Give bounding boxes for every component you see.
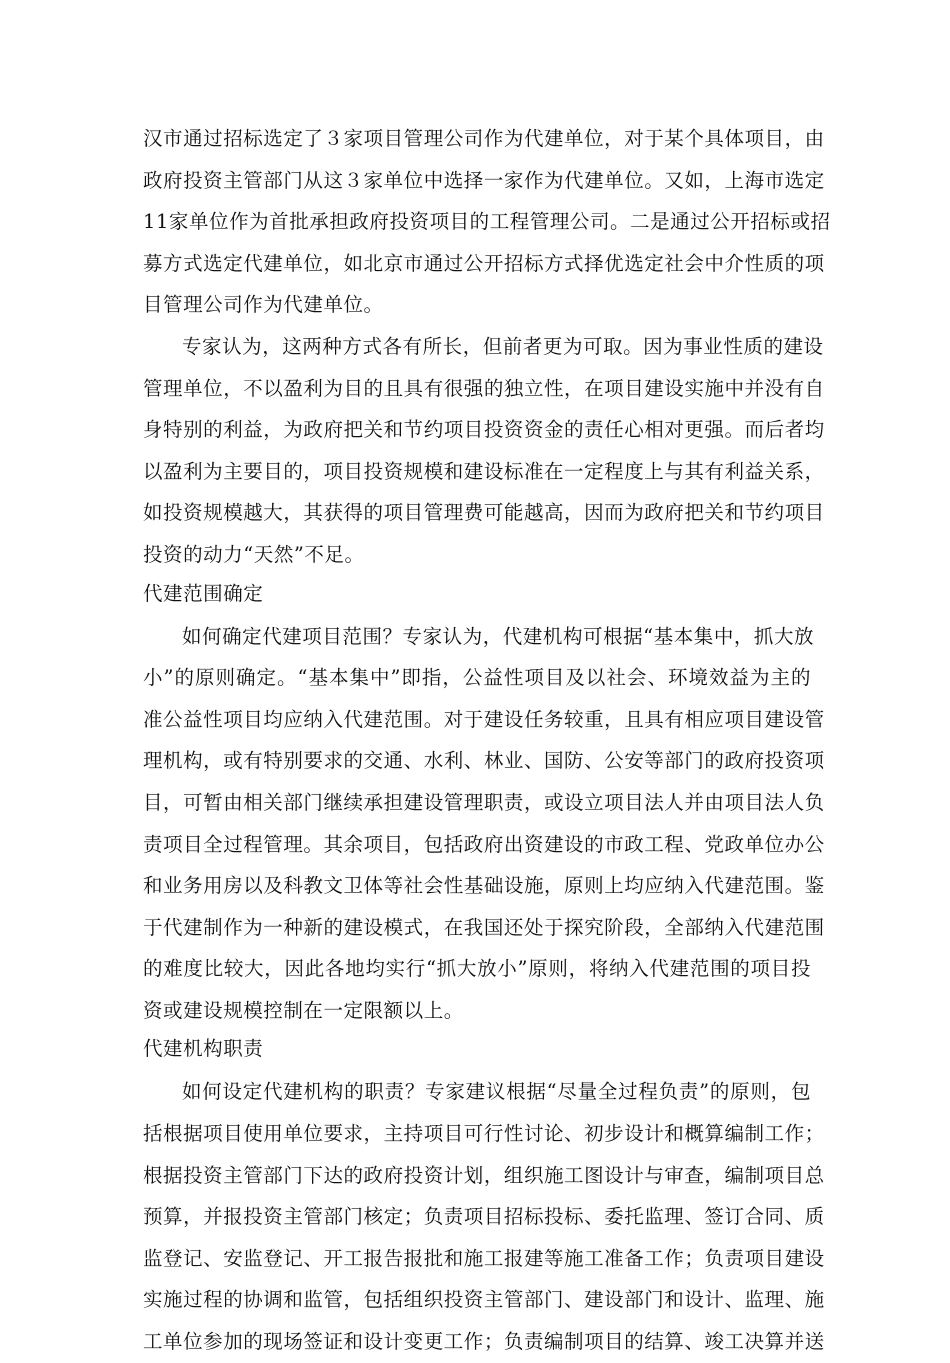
- text-line: 资或建设规模控制在一定限额以上。: [143, 998, 464, 1022]
- text-line: 如何确定代建项目范围？专家认为，代建机构可根据“基本集中，抓大放: [182, 624, 815, 648]
- text-line: 专家认为，这两种方式各有所长，但前者更为可取。因为事业性质的建设: [182, 334, 824, 358]
- text-line: 括根据项目使用单位要求，主持项目可行性讨论、初步设计和概算编制工作；: [143, 1122, 825, 1146]
- text-line: 如投资规模越大，其获得的项目管理费可能越高，因而为政府把关和节约项目: [143, 501, 825, 525]
- text-line: 目，可暂由相关部门继续承担建设管理职责，或设立项目法人并由项目法人负: [143, 790, 825, 814]
- text-line: 的难度比较大，因此各地均实行“抓大放小”原则，将纳入代建范围的项目投: [143, 957, 811, 981]
- text-line: 准公益性项目均应纳入代建范围。对于建设任务较重，且具有相应项目建设管: [143, 707, 825, 731]
- text-line: 小”的原则确定。“基本集中”即指，公益性项目及以社会、环境效益为主的: [143, 666, 811, 690]
- text-line: 工单位参加的现场签证和设计变更工作；负责编制项目的结算、竣工决算并送: [143, 1330, 825, 1354]
- text-line: 募方式选定代建单位，如北京市通过公开招标方式择优选定社会中介性质的项: [143, 251, 825, 275]
- text-line: 身特别的利益，为政府把关和节约项目投资资金的责任心相对更强。而后者均: [143, 418, 825, 442]
- text-line: 管理单位，不以盈利为目的且具有很强的独立性，在项目建设实施中并没有自: [143, 376, 825, 400]
- text-line: 监登记、安监登记、开工报告报批和施工报建等施工准备工作；负责项目建设: [143, 1246, 825, 1270]
- text-line: 于代建制作为一种新的建设模式，在我国还处于探究阶段，全部纳入代建范围: [143, 915, 825, 939]
- text-line: 实施过程的协调和监管，包括组织投资主管部门、建设部门和设计、监理、施: [143, 1288, 825, 1312]
- text-line: 目管理公司作为代建单位。: [143, 293, 384, 317]
- paragraph-duties: [143, 1071, 825, 1362]
- text-line: 11家单位作为首批承担政府投资项目的工程管理公司。二是通过公开招标或招: [143, 210, 831, 234]
- text-line: 以盈利为主要目的，项目投资规模和建设标准在一定程度上与其有利益关系，: [143, 459, 825, 483]
- section-heading-duties: 代建机构职责: [143, 1037, 264, 1061]
- paragraph-expert-opinion: [143, 326, 825, 576]
- text-line: 投资的动力“天然”不足。: [143, 542, 365, 566]
- section-heading-scope: 代建范围确定: [143, 581, 264, 605]
- paragraph-scope: [143, 616, 825, 1032]
- text-line: 预算，并报投资主管部门核定；负责项目招标投标、委托监理、签订合同、质: [143, 1205, 825, 1229]
- text-line: 根据投资主管部门下达的政府投资计划，组织施工图设计与审查，编制项目总: [143, 1163, 825, 1187]
- text-line: 政府投资主管部门从这３家单位中选择一家作为代建单位。又如，上海市选定: [143, 168, 825, 192]
- text-line: 和业务用房以及科教文卫体等社会性基础设施，原则上均应纳入代建范围。鉴: [143, 874, 825, 898]
- paragraph-selection-methods: [143, 118, 831, 326]
- text-line: 责项目全过程管理。其余项目，包括政府出资建设的市政工程、党政单位办公: [143, 832, 825, 856]
- text-line: 如何设定代建机构的职责？专家建议根据“尽量全过程负责”的原则，包: [182, 1080, 811, 1104]
- document-body: [143, 118, 831, 1363]
- text-line: 汉市通过招标选定了３家项目管理公司作为代建单位，对于某个具体项目，由: [143, 127, 825, 150]
- text-line: 理机构，或有特别要求的交通、水利、林业、国防、公安等部门的政府投资项: [143, 749, 825, 773]
